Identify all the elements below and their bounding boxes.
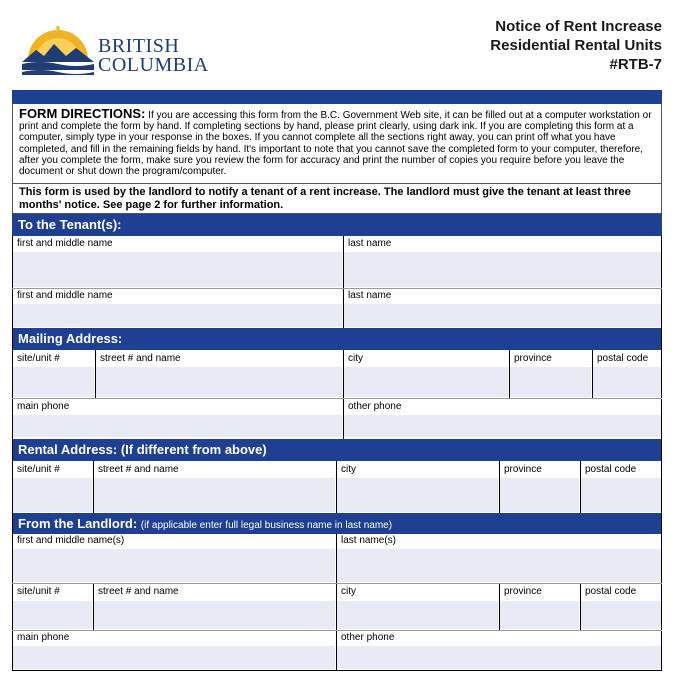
tenant1-first-field[interactable]	[12, 251, 343, 288]
landlord-first-field[interactable]	[12, 548, 336, 583]
form-title: Notice of Rent Increase	[495, 18, 662, 35]
tenant-column-divider	[343, 236, 344, 328]
mailing-divider-1	[95, 350, 96, 398]
rental-postal-field[interactable]	[580, 477, 662, 513]
landlord-first-label: first and middle name(s)	[12, 534, 336, 548]
rental-city-label: city	[336, 463, 499, 477]
section-landlord-heading: From the Landlord:	[18, 516, 138, 531]
landlord-city-field[interactable]	[336, 600, 499, 630]
rental-province-label: province	[499, 463, 580, 477]
rental-province-field[interactable]	[499, 477, 580, 513]
mailing-city-field[interactable]	[343, 366, 509, 398]
landlord-city-label: city	[336, 584, 499, 600]
form-directions	[12, 104, 662, 184]
tenant1-last-field[interactable]	[343, 251, 662, 288]
mailing-province-label: province	[509, 352, 592, 366]
mailing-divider-3	[509, 350, 510, 398]
mailing-other-phone-label: other phone	[343, 400, 662, 414]
landlord-unit-field[interactable]	[12, 600, 93, 630]
form-notice: This form is used by the landlord to notify a tenant of a rent increase. The landlord must give the tenant at least three months' notice. See page 2 for further information.	[12, 184, 662, 214]
mailing-other-phone-field[interactable]	[343, 414, 662, 438]
landlord-postal-field[interactable]	[580, 600, 662, 630]
tenant2-first-label: first and middle name	[12, 289, 343, 303]
section-tenant-heading: To the Tenant(s):	[18, 217, 122, 232]
rental-divider-4	[580, 461, 581, 513]
mailing-unit-label: site/unit #	[12, 352, 95, 366]
landlord-row-divider-2	[12, 630, 662, 631]
landlord-province-field[interactable]	[499, 600, 580, 630]
mailing-street-field[interactable]	[95, 366, 343, 398]
tenant2-last-label: last name	[343, 289, 662, 303]
header-bar	[12, 90, 662, 104]
landlord-unit-label: site/unit #	[12, 584, 93, 600]
landlord-divider-main	[336, 534, 337, 670]
rental-street-field[interactable]	[93, 477, 336, 513]
form-right-border	[661, 236, 662, 670]
tenant-row-divider	[12, 288, 662, 289]
mailing-divider-2	[343, 350, 344, 439]
tenant2-last-field[interactable]	[343, 303, 662, 328]
mailing-main-phone-label: main phone	[12, 400, 343, 414]
form-subtitle: Residential Rental Units	[490, 37, 662, 54]
landlord-postal-label: postal code	[580, 584, 662, 600]
landlord-street-field[interactable]	[93, 600, 336, 630]
landlord-main-phone-label: main phone	[12, 631, 336, 645]
section-mailing	[12, 328, 662, 350]
rental-divider-3	[499, 461, 500, 513]
landlord-main-phone-field[interactable]	[12, 645, 336, 670]
logo-text-columbia: COLUMBIA	[98, 54, 209, 76]
rental-street-label: street # and name	[93, 463, 336, 477]
landlord-province-label: province	[499, 584, 580, 600]
tenant1-last-label: last name	[343, 237, 662, 251]
section-landlord-subheading: (if applicable enter full legal business name in last name)	[140, 520, 393, 531]
mailing-row-divider	[12, 398, 662, 399]
landlord-row-divider-1	[12, 583, 662, 584]
rental-divider-1	[93, 461, 94, 513]
tenant2-first-field[interactable]	[12, 303, 343, 328]
section-tenant	[12, 214, 662, 236]
logo-text-british: BRITISH	[98, 35, 180, 57]
mailing-street-label: street # and name	[95, 352, 343, 366]
rental-unit-label: site/unit #	[12, 463, 93, 477]
rental-divider-2	[336, 461, 337, 513]
tenant1-first-label: first and middle name	[12, 237, 343, 251]
landlord-last-label: last name(s)	[336, 534, 662, 548]
rental-city-field[interactable]	[336, 477, 499, 513]
form-bottom-border	[12, 670, 662, 671]
rental-unit-field[interactable]	[12, 477, 93, 513]
section-rental	[12, 439, 662, 461]
mailing-province-field[interactable]	[509, 366, 592, 398]
directions-heading: FORM DIRECTIONS:	[19, 106, 146, 121]
mailing-postal-field[interactable]	[592, 366, 662, 398]
landlord-divider-3	[499, 584, 500, 630]
mailing-postal-label: postal code	[592, 352, 662, 366]
landlord-other-phone-label: other phone	[336, 631, 662, 645]
section-mailing-heading: Mailing Address:	[18, 331, 123, 346]
directions-text: If you are accessing this form from the B.C. Government Web site, it can be filled out at a computer workstation or print and complete the form by hand. If completing sections by hand, please print clearly, using dark ink. If you are completing this form at a computer, simply type in your response in the boxes. If you cannot complete all the sections right away, you can print off what you have completed, and fill in the remaining fields by hand. It's important to note that you cannot save the completed form to your computer, therefore, after you complete the form, make sure you review the form for accuracy and print the number of copies you require before you leave the document or shut down the program/computer.	[19, 110, 652, 178]
landlord-street-label: street # and name	[93, 584, 336, 600]
mailing-main-phone-field[interactable]	[12, 414, 343, 438]
form-number: #RTB-7	[609, 56, 662, 73]
landlord-other-phone-field[interactable]	[336, 645, 662, 670]
mailing-unit-field[interactable]	[12, 366, 95, 398]
mailing-divider-4	[592, 350, 593, 398]
section-landlord	[12, 513, 662, 534]
rental-postal-label: postal code	[580, 463, 662, 477]
landlord-last-field[interactable]	[336, 548, 662, 583]
landlord-divider-1	[93, 584, 94, 630]
form-left-border	[12, 236, 13, 670]
section-rental-heading: Rental Address: (If different from above)	[18, 442, 267, 457]
landlord-divider-4	[580, 584, 581, 630]
mailing-city-label: city	[343, 352, 509, 366]
bc-sun-mountains-icon	[22, 26, 102, 78]
